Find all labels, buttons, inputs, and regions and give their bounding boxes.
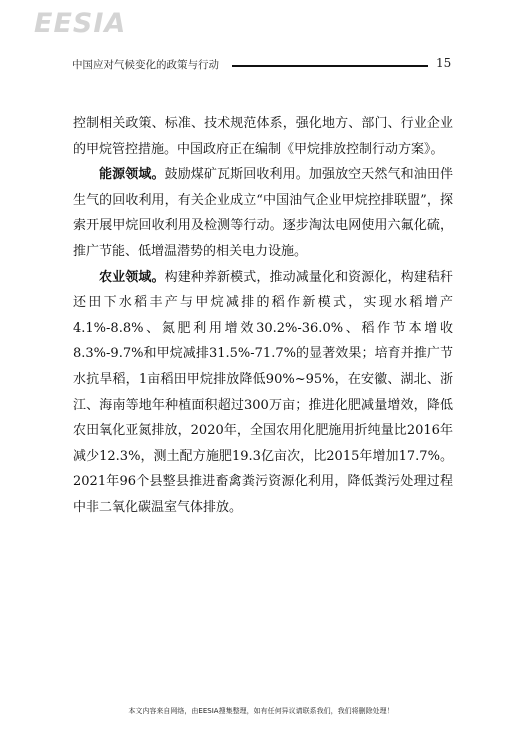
running-header-title: 中国应对气候变化的政策与行动 [72,59,219,71]
paragraph-continuation [73,111,453,162]
paragraph-keyword: 农业领域。 [99,269,165,285]
paragraph-keyword: 能源领域。 [99,167,165,183]
paragraph-energy [73,162,453,264]
footer-disclaimer: 本文内容来自网络，由EESIA搜集整理，如有任何异议请联系我们，我们将删除处理！ [128,707,394,715]
page-number: 15 [436,56,452,70]
document-body [73,111,453,521]
paragraph-agriculture [73,265,453,521]
eesia-logo: EESIA [34,8,127,39]
paragraph-text: 构建种养新模式，推动减量化和资源化，构建秸秆还田下水稻丰产与甲烷减排的稻作新模式，实现水稻增产4.1%-8.8%、氮肥利用增效30.2%-36.0%、稻作节本增收8.3%-9.7%和甲烷减排31.5%-71.7%的显著效果；培育并推广节水抗旱稻，1亩稻田甲烷排放降低90%~95%，在安徽、湖北、浙江、海南等地年种植面积超过300万亩；推进化肥减量增效，降低农田氧化亚氮排放，2020年，全国农用化肥施用折纯量比2016年减少12.3%，测土配方施肥19.3亿亩次，比2015年增加17.7%。2021年96个县整县推进畜禽粪污资源化利用，降低粪污处理过程中非二氧化碳温室气体排放。 [73,269,453,515]
paragraph-text: 鼓励煤矿瓦斯回收利用。加强放空天然气和油田伴生气的回收利用，有关企业成立“中国油气企业甲烷控排联盟”，探索开展甲烷回收利用及检测等行动。逐步淘汰电网使用六氟化硫，推广节能、低增温潜势的相关电力设施。 [73,167,453,259]
paragraph-text: 控制相关政策、标准、技术规范体系，强化地方、部门、行业企业的甲烷管控措施。中国政府正在编制《甲烷排放控制行动方案》。 [73,116,453,157]
header-rule [232,65,428,67]
